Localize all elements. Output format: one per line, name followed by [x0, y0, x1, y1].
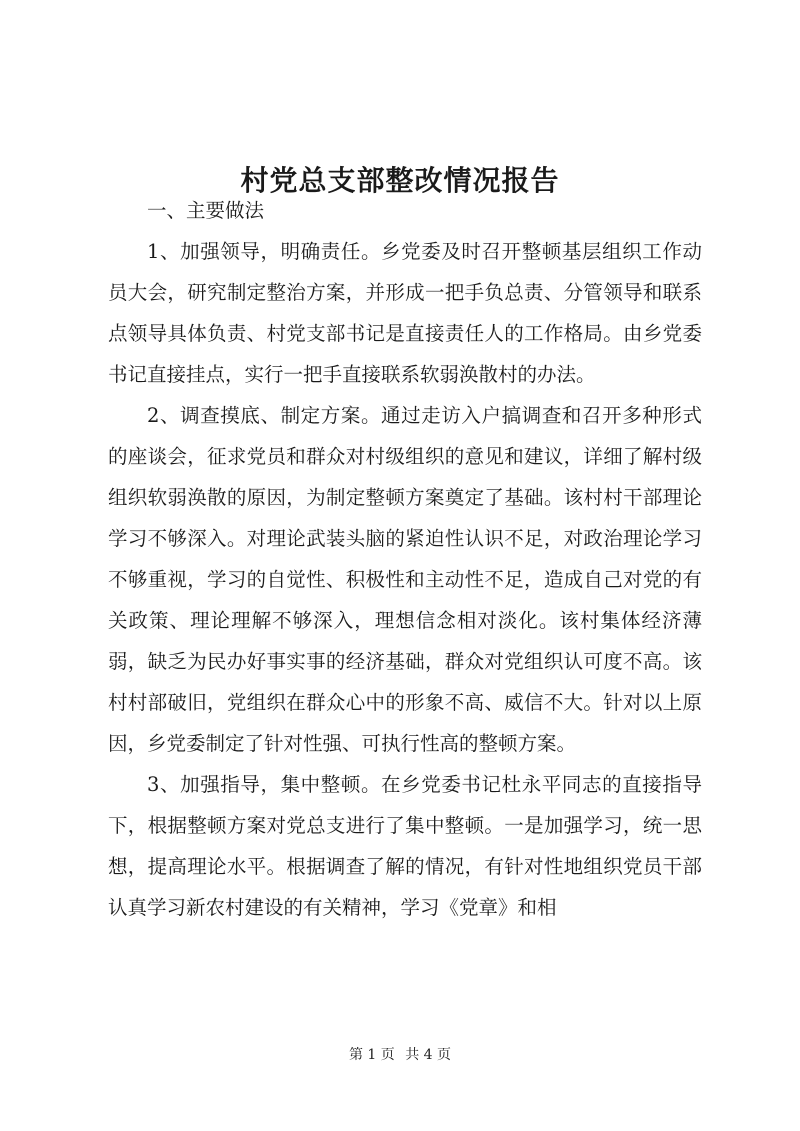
paragraph-3: 3、加强指导，集中整顿。在乡党委书记杜永平同志的直接指导下，根据整顿方案对党总支进行了集中整顿。一是加强学习，统一思想，提高理论水平。根据调查了解的情况，有针对性地组织党员干部认真学习新农村建设的有关精神，学习《党章》和相: [108, 773, 702, 919]
paragraph-2: 2、调查摸底、制定方案。通过走访入户搞调查和召开多种形式的座谈会，征求党员和群众对村级组织的意见和建议，详细了解村级组织软弱涣散的原因，为制定整顿方案奠定了基础。该村村干部理论学习不够深入。对理论武装头脑的紧迫性认识不足，对政治理论学习不够重视，学习的自觉性、积极性和主动性不足，造成自己对党的有关政策、理论理解不够深入，理想信念相对淡化。该村集体经济薄弱，缺乏为民办好事实事的经济基础，群众对党组织认可度不高。该村村部破旧，党组织在群众心中的形象不高、威信不大。针对以上原因，乡党委制定了针对性强、可执行性高的整顿方案。: [108, 404, 702, 755]
page-footer: [0, 1045, 800, 1065]
document-title: 村党总支部整改情况报告: [240, 163, 560, 197]
page-number: 第 1 页: [348, 1047, 395, 1063]
section-heading: 一、主要做法: [147, 199, 265, 222]
page-total: 共 4 页: [405, 1047, 452, 1063]
document-body: [108, 190, 702, 928]
paragraph-1: 1、加强领导，明确责任。乡党委及时召开整顿基层组织工作动员大会，研究制定整治方案，并形成一把手负总责、分管领导和联系点领导具体负责、村党支部书记是直接责任人的工作格局。由乡党委书记直接挂点，实行一把手直接联系软弱涣散村的办法。: [108, 240, 702, 386]
